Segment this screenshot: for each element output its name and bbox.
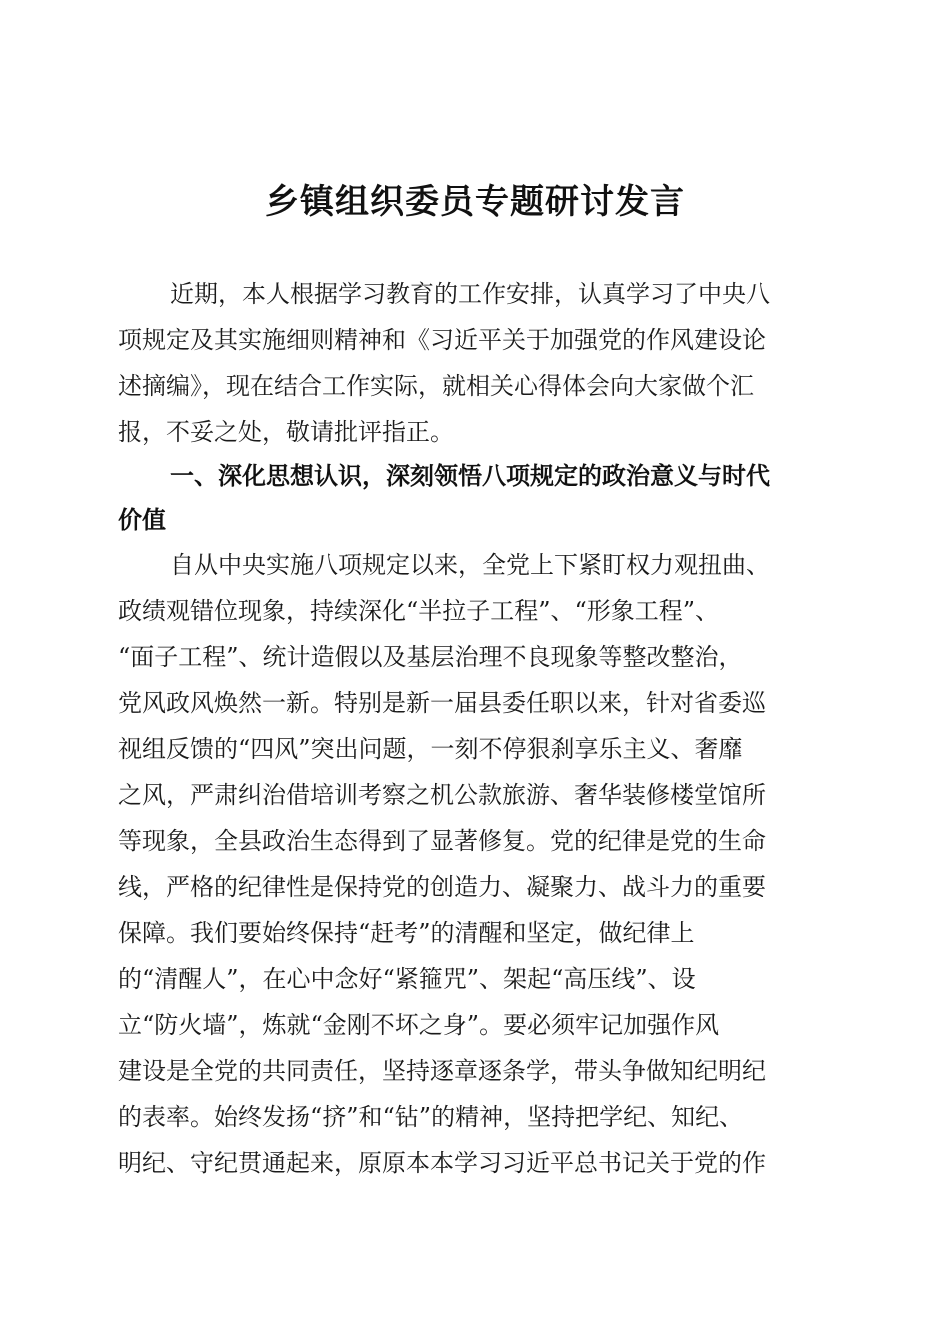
body-line: 党风政风焕然一新。特别是新一届县委任职以来，针对省委巡 bbox=[118, 689, 766, 717]
body-line: 的表率。始终发扬“挤”和“钻”的精神，坚持把学纪、知纪、 bbox=[118, 1103, 744, 1131]
body-line: 自从中央实施八项规定以来，全党上下紧盯权力观扭曲、 bbox=[170, 551, 770, 579]
intro-line: 述摘编》，现在结合工作实际，就相关心得体会向大家做个汇 bbox=[118, 372, 754, 400]
body-line: 等现象，全县政治生态得到了显著修复。党的纪律是党的生命 bbox=[118, 827, 766, 855]
body-line: 政绩观错位现象，持续深化“半拉子工程”、“形象工程”、 bbox=[118, 597, 720, 625]
body-line: 明纪、守纪贯通起来，原原本本学习习近平总书记关于党的作 bbox=[118, 1149, 766, 1177]
document-title: 乡镇组织委员专题研讨发言 bbox=[265, 182, 685, 222]
body-line: 之风，严肃纠治借培训考察之机公款旅游、奢华装修楼堂馆所 bbox=[118, 781, 766, 809]
body-line: 建设是全党的共同责任，坚持逐章逐条学，带头争做知纪明纪 bbox=[118, 1057, 766, 1085]
body-line: 线，严格的纪律性是保持党的创造力、凝聚力、战斗力的重要 bbox=[118, 873, 766, 901]
intro-line: 近期，本人根据学习教育的工作安排，认真学习了中央八 bbox=[170, 280, 770, 308]
body-line: 的“清醒人”，在心中念好“紧箍咒”、架起“高压线”、设 bbox=[118, 965, 696, 993]
body-line: “面子工程”、统计造假以及基层治理不良现象等整改整治， bbox=[118, 643, 743, 671]
section-heading: 一、深化思想认识，深刻领悟八项规定的政治意义与时代 bbox=[170, 462, 770, 490]
intro-line: 报，不妥之处，敬请批评指正。 bbox=[118, 418, 454, 446]
body-line: 保障。我们要始终保持“赶考”的清醒和坚定，做纪律上 bbox=[118, 919, 695, 947]
section-heading: 价值 bbox=[118, 506, 166, 534]
intro-line: 项规定及其实施细则精神和《习近平关于加强党的作风建设论 bbox=[118, 326, 766, 354]
body-line: 视组反馈的“四风”突出问题，一刻不停狠刹享乐主义、奢靡 bbox=[118, 735, 743, 763]
body-line: 立“防火墙”，炼就“金刚不坏之身”。要必须牢记加强作风 bbox=[118, 1011, 720, 1039]
